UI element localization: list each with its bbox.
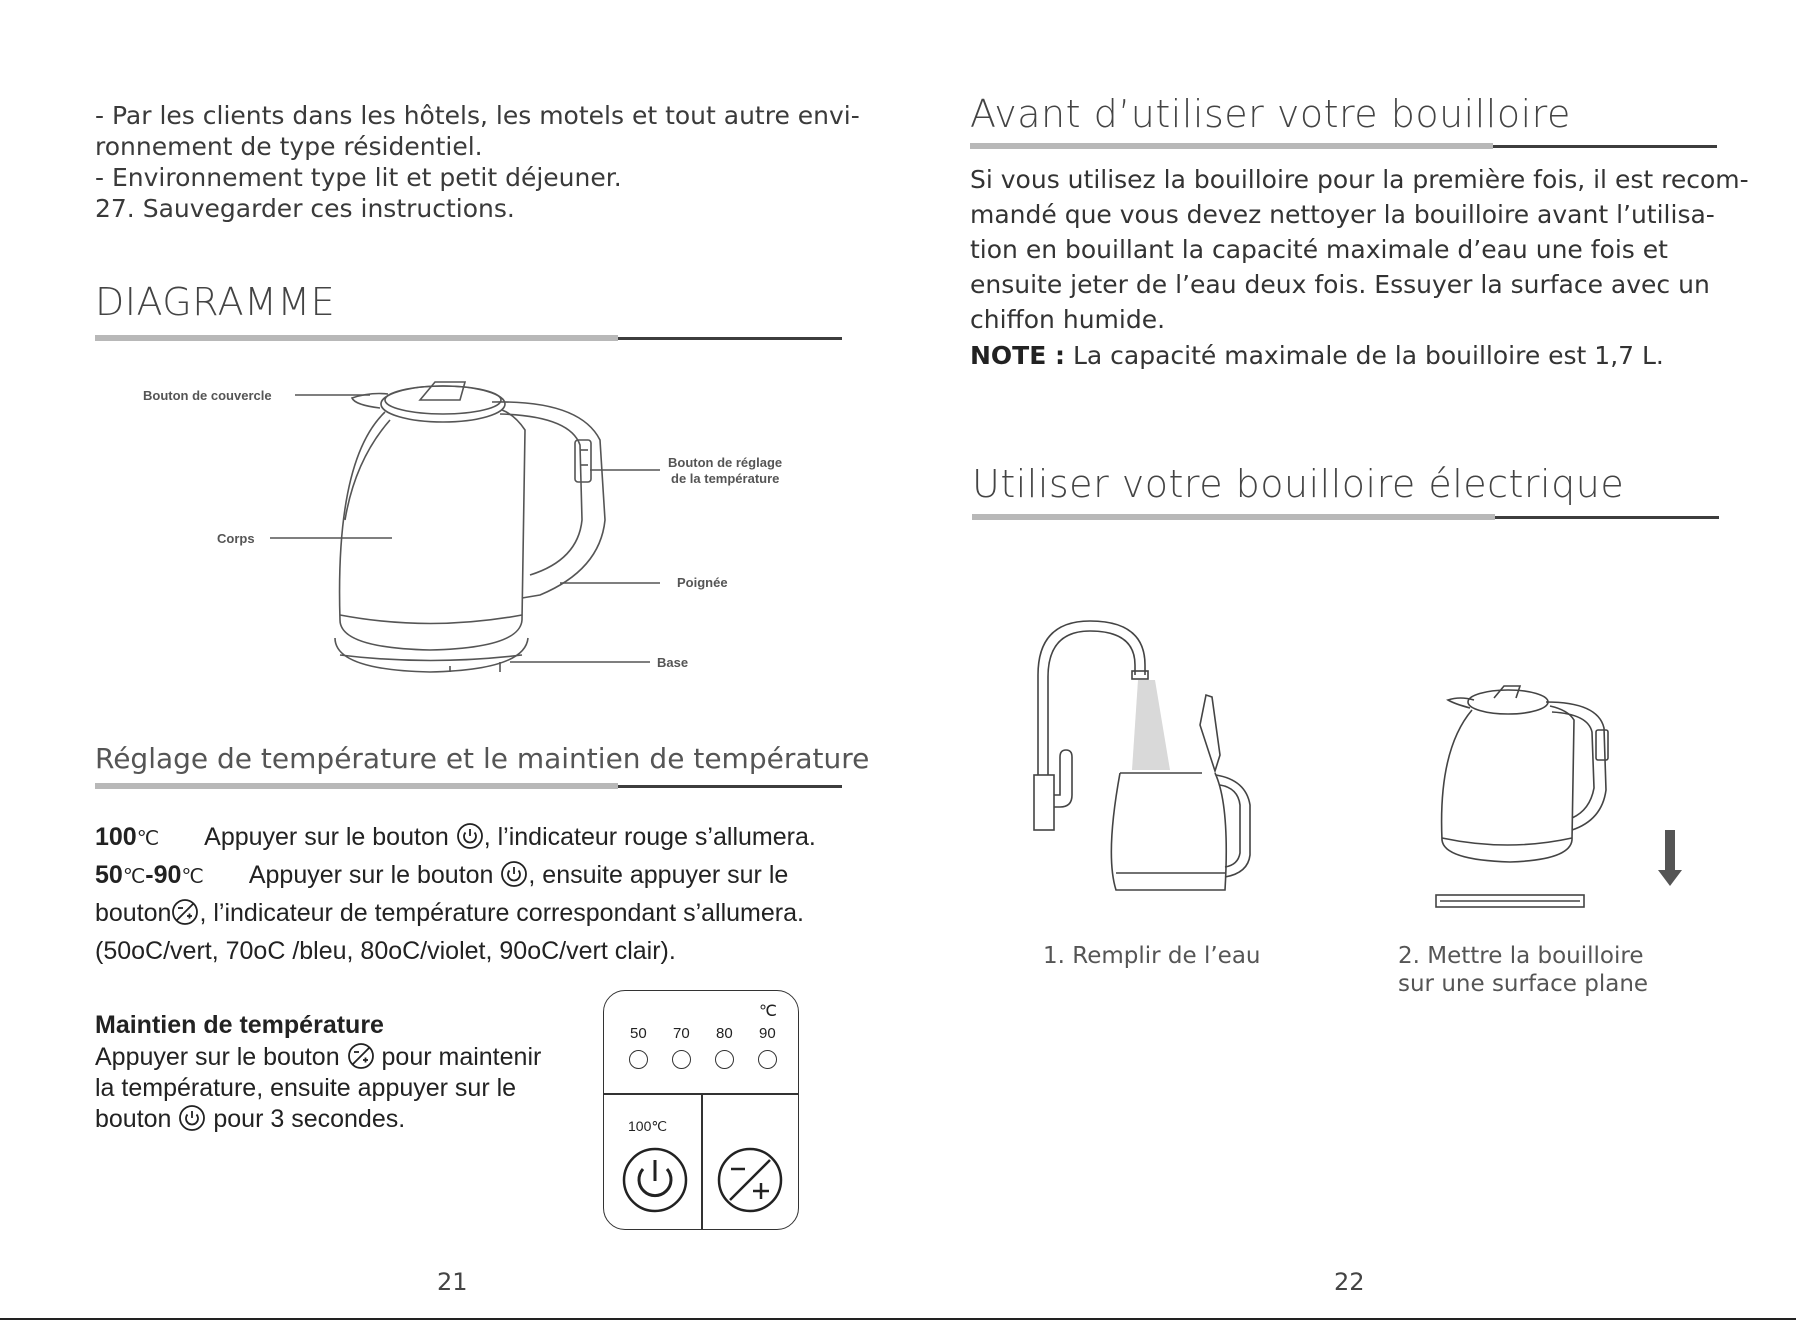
temp-range-text-a: Appuyer sur le bouton xyxy=(248,861,494,889)
temp-100-line xyxy=(95,818,816,858)
intro-line-3: - Environnement type lit et petit déjeuner. xyxy=(95,163,622,192)
temp-range-text-b: , ensuite appuyer sur le xyxy=(528,861,789,889)
minus-plus-icon xyxy=(347,1042,375,1070)
minus-plus-icon xyxy=(171,898,199,926)
diagram-heading-rule xyxy=(95,337,842,340)
para-line-3: tion en bouillant la capacité maximale d’eau une fois et xyxy=(970,235,1668,264)
label-base: Base xyxy=(657,655,689,670)
panel-temp-80: 80 xyxy=(716,1025,733,1042)
keep-l1-b: pour maintenir xyxy=(381,1043,542,1071)
temp-range-b: -90 xyxy=(145,861,182,889)
use-heading: Utiliser votre bouilloire électrique xyxy=(972,462,1625,506)
panel-minus-plus-icon xyxy=(717,1147,783,1213)
label-temp-button-1: Bouton de réglage xyxy=(668,455,783,470)
panel-temp-90: 90 xyxy=(759,1025,776,1042)
temp-line3-a: bouton xyxy=(95,899,172,927)
power-icon xyxy=(178,1104,206,1132)
temp-line-4: (50oC/vert, 70oC /bleu, 80oC/violet, 90oC/vert clair). xyxy=(95,937,676,965)
panel-temp-50: 50 xyxy=(630,1025,647,1042)
power-icon xyxy=(456,822,484,850)
label-body: Corps xyxy=(217,531,255,546)
para-line-2: mandé que vous devez nettoyer la bouilloire avant l’utilisa- xyxy=(970,200,1715,229)
keep-line-2: la température, ensuite appuyer sur le xyxy=(95,1074,517,1102)
keep-l3-b: pour 3 secondes. xyxy=(213,1105,406,1133)
power-icon xyxy=(500,860,528,888)
intro-line-4: 27. Sauvegarder ces instructions. xyxy=(95,194,515,223)
label-handle: Poignée xyxy=(677,575,728,590)
label-lid-button: Bouton de couvercle xyxy=(143,388,272,403)
panel-unit: ℃ xyxy=(759,1003,777,1020)
fill-water-illustration xyxy=(1020,605,1270,905)
note-text: La capacité maximale de la bouilloire est 1,7 L. xyxy=(1065,341,1664,370)
temp-100-text-b: , l’indicateur rouge s’allumera. xyxy=(483,823,816,851)
keep-l3-a: bouton xyxy=(95,1105,172,1133)
temp-range-line xyxy=(95,856,788,896)
diagram-heading: DIAGRAMME xyxy=(95,280,336,324)
bottom-edge xyxy=(0,1318,1796,1320)
step2-caption-2: sur une surface plane xyxy=(1398,971,1649,997)
temp-range-unit-1: ℃ xyxy=(122,866,146,888)
keep-line-3 xyxy=(95,1104,405,1135)
place-kettle-illustration xyxy=(1420,680,1700,920)
note-line xyxy=(970,338,1664,373)
temp-100-text-a: Appuyer sur le bouton xyxy=(204,823,449,851)
panel-temp-70: 70 xyxy=(673,1025,690,1042)
temp-heading: Réglage de température et le maintien de température xyxy=(95,742,870,775)
note-label: NOTE : xyxy=(970,341,1066,370)
panel-power-icon xyxy=(622,1147,688,1213)
indicator-70 xyxy=(672,1050,691,1069)
kettle-diagram xyxy=(130,370,810,690)
indicator-50 xyxy=(629,1050,648,1069)
temp-heading-rule xyxy=(95,785,842,788)
label-temp-button-2: de la température xyxy=(671,471,780,486)
before-use-rule xyxy=(970,145,1717,148)
intro-line-1: - Par les clients dans les hôtels, les motels et tout autre envi- xyxy=(95,101,860,130)
keep-l1-a: Appuyer sur le bouton xyxy=(95,1043,340,1071)
temp-100-unit: ℃ xyxy=(136,828,160,850)
indicator-90 xyxy=(758,1050,777,1069)
control-panel xyxy=(603,990,799,1230)
panel-divider-v xyxy=(701,1093,703,1229)
para-line-5: chiffon humide. xyxy=(970,305,1166,334)
indicator-80 xyxy=(715,1050,734,1069)
panel-boil-label: 100℃ xyxy=(628,1118,668,1134)
temp-range-unit-2: ℃ xyxy=(181,866,204,888)
para-line-1: Si vous utilisez la bouilloire pour la première fois, il est recom- xyxy=(970,165,1749,194)
page-number-left: 21 xyxy=(437,1268,468,1296)
temp-line3-b: , l’indicateur de température correspondant s’allumera. xyxy=(199,899,804,927)
keep-line-1 xyxy=(95,1042,541,1073)
step1-caption: 1. Remplir de l’eau xyxy=(1043,943,1261,969)
keep-heading: Maintien de température xyxy=(95,1011,384,1039)
page-number-right: 22 xyxy=(1334,1268,1365,1296)
before-use-heading: Avant d’utiliser votre bouilloire xyxy=(970,92,1571,136)
intro-line-2: ronnement de type résidentiel. xyxy=(95,132,483,161)
step2-caption-1: 2. Mettre la bouilloire xyxy=(1398,943,1644,969)
temp-100-value: 100 xyxy=(95,823,137,851)
use-rule xyxy=(972,516,1719,519)
temp-line-3 xyxy=(95,894,804,932)
temp-range-a: 50 xyxy=(95,861,123,889)
para-line-4: ensuite jeter de l’eau deux fois. Essuyer la surface avec un xyxy=(970,270,1710,299)
